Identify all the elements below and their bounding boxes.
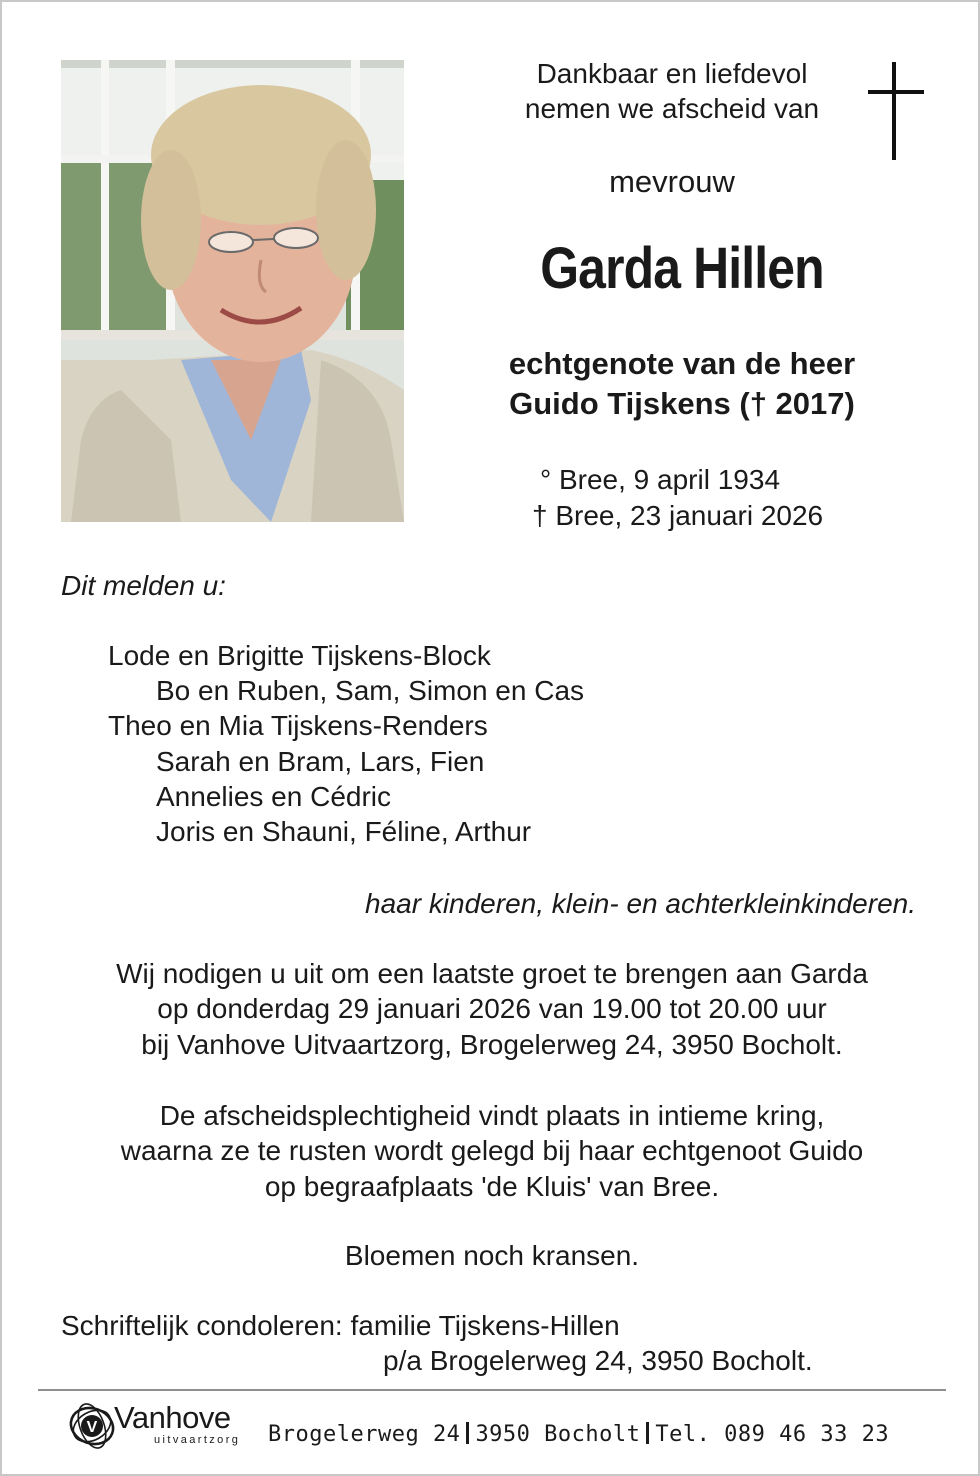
logo-letter: V xyxy=(86,1419,98,1436)
life-dates xyxy=(532,462,892,534)
condolences-line-1: Schriftelijk condoleren: familie Tijskens-Hillen xyxy=(61,1310,620,1341)
footer-city: 3950 Bocholt xyxy=(475,1422,641,1447)
visitation-line: Wij nodigen u uit om een laatste groet te brengen aan Garda xyxy=(116,958,868,989)
family-list xyxy=(2,638,980,849)
spouse-line-2: Guido Tijskens († 2017) xyxy=(509,386,855,421)
announce-heading: Dit melden u: xyxy=(61,570,226,601)
brand-subtitle: uitvaartzorg xyxy=(154,1434,241,1446)
ceremony-paragraph xyxy=(42,1098,942,1204)
vanhove-logo xyxy=(66,1398,256,1456)
family-row: Joris en Shauni, Féline, Arthur xyxy=(156,816,532,848)
intro-line-2: nemen we afscheid van xyxy=(524,93,820,124)
death-date: † Bree, 23 januari 2026 xyxy=(532,500,824,531)
family-row: Bo en Ruben, Sam, Simon en Cas xyxy=(156,675,585,707)
footer-contact xyxy=(268,1418,889,1452)
family-row: Sarah en Bram, Lars, Fien xyxy=(156,745,485,777)
portrait-photo xyxy=(61,60,404,522)
spouse-line-1: echtgenote van de heer xyxy=(508,346,856,381)
intro-line-1: Dankbaar en liefdevol xyxy=(536,58,808,89)
flowers-note: Bloemen noch kransen. xyxy=(344,1240,640,1271)
footer-divider xyxy=(38,1389,946,1391)
separator xyxy=(646,1422,649,1444)
separator xyxy=(466,1422,469,1444)
birth-date: ° Bree, 9 april 1934 xyxy=(540,464,781,495)
visitation-line: op donderdag 29 januari 2026 van 19.00 tot 20.00 uur xyxy=(157,993,827,1025)
ceremony-line: waarna ze te rusten wordt gelegd bij haar echtgenoot Guido xyxy=(120,1135,864,1167)
salutation: mevrouw xyxy=(609,164,735,199)
ceremony-line: op begraafplaats 'de Kluis' van Bree. xyxy=(264,1170,720,1202)
family-row: Annelies en Cédric xyxy=(156,780,392,812)
footer-phone: Tel. 089 46 33 23 xyxy=(655,1422,890,1447)
spouse-info xyxy=(422,344,942,424)
relation-line: haar kinderen, klein- en achterkleinkinderen. xyxy=(365,888,916,919)
condolences-line-2: p/a Brogelerweg 24, 3950 Bocholt. xyxy=(383,1345,813,1377)
brand-name: Vanhove xyxy=(114,1400,231,1435)
condolences-block xyxy=(61,1308,941,1379)
latin-cross-icon xyxy=(866,62,926,160)
deceased-name: Garda Hillen xyxy=(540,236,824,301)
family-row: Theo en Mia Tijskens-Renders xyxy=(108,710,488,742)
visitation-paragraph xyxy=(42,956,942,1062)
footer-street: Brogelerweg 24 xyxy=(268,1422,461,1447)
vanhove-logo-icon xyxy=(66,1400,118,1452)
visitation-line: bij Vanhove Uitvaartzorg, Brogelerweg 24, 3950 Bocholt. xyxy=(141,1028,843,1060)
ceremony-line: De afscheidsplechtigheid vindt plaats in intieme kring, xyxy=(159,1100,825,1131)
intro-text xyxy=(472,56,872,126)
family-row: Lode en Brigitte Tijskens-Block xyxy=(108,640,491,671)
